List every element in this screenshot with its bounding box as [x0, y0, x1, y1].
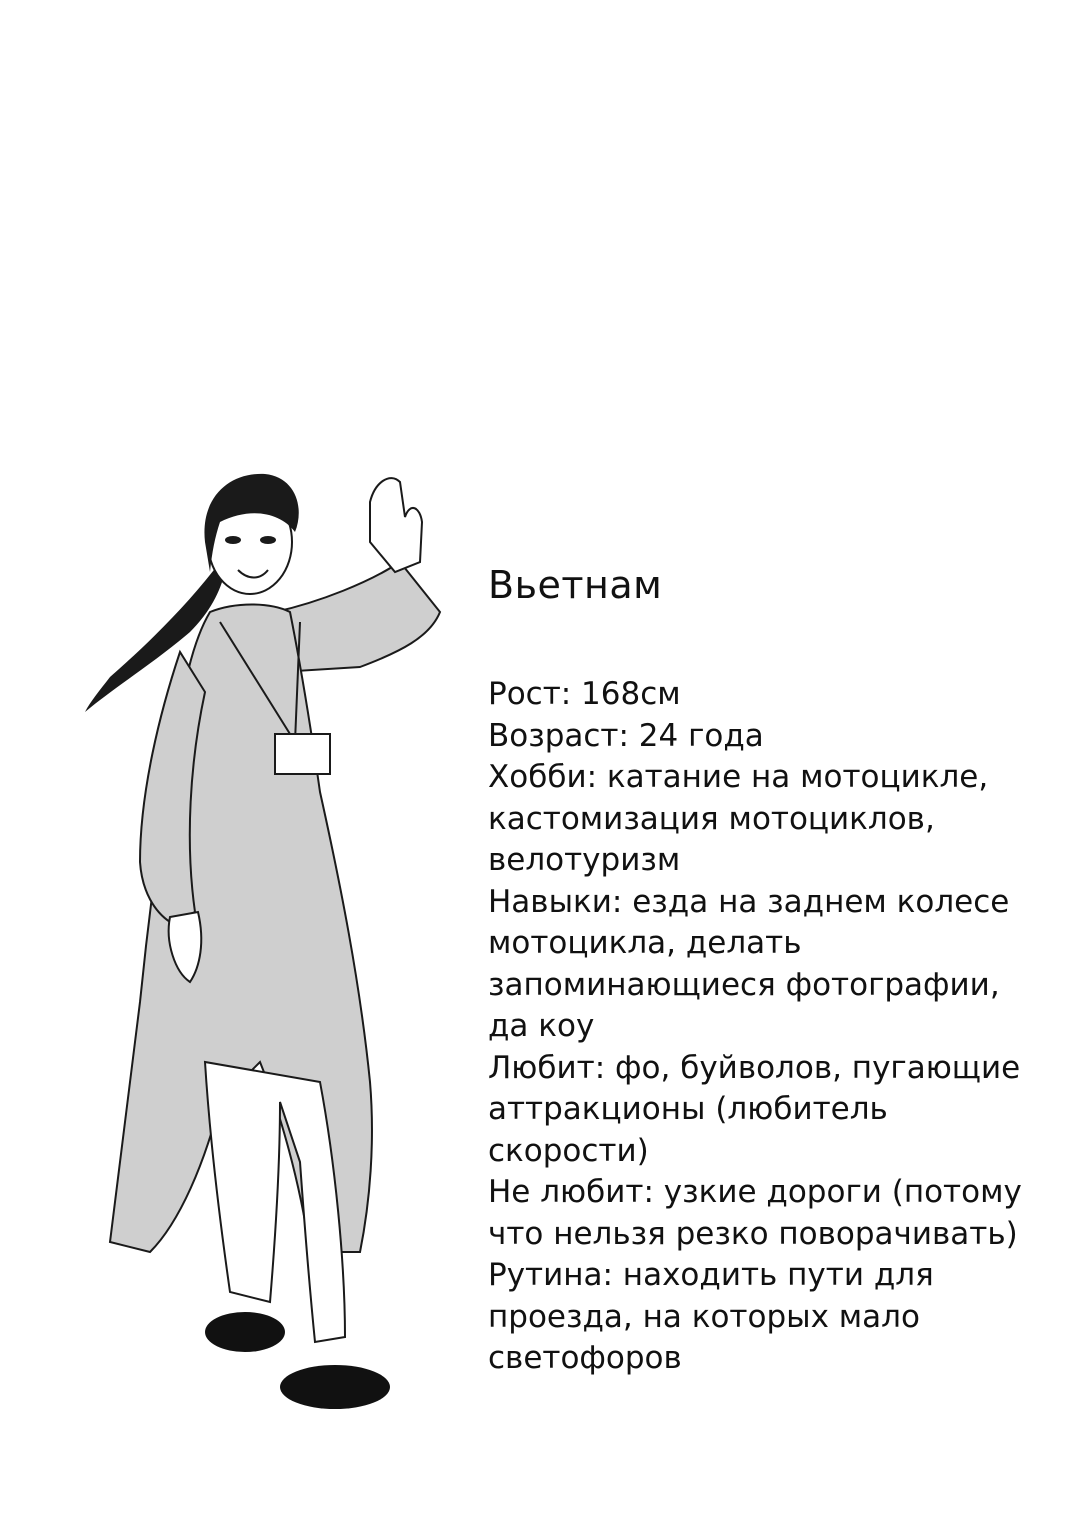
- left-shoe: [205, 1312, 285, 1352]
- profile-line-dislikes: Не любит: узкие дороги (потому: [488, 1174, 1022, 1210]
- left-eye: [225, 536, 241, 544]
- pants: [205, 1062, 345, 1342]
- profile-line-skills-cont-3: да коу: [488, 1008, 595, 1044]
- profile-line-likes: Любит: фо, буйволов, пугающие: [488, 1049, 1021, 1086]
- character-illustration: [70, 462, 460, 1437]
- raised-arm: [275, 562, 440, 672]
- profile-line-dislikes-cont: что нельзя резко поворачивать): [488, 1215, 1018, 1252]
- profile-line-age: Возраст: 24 года: [488, 717, 764, 754]
- character-name: Вьетнам: [488, 563, 663, 607]
- profile-line-likes-cont-1: аттракционы (любитель: [488, 1091, 888, 1127]
- profile-line-likes-cont-2: скорости): [488, 1132, 649, 1169]
- v-sign-hand: [370, 478, 422, 572]
- profile-line-routine: Рутина: находить пути для: [488, 1257, 934, 1293]
- profile-line-hobbies: Хобби: катание на мотоцикле,: [488, 759, 989, 795]
- character-profile: [488, 560, 1058, 1380]
- profile-line-routine-cont-2: светофоров: [488, 1340, 682, 1376]
- profile-line-skills-cont-2: запоминающиеся фотографии,: [488, 966, 1000, 1003]
- profile-line-hobbies-cont-1: кастомизация мотоциклов,: [488, 800, 935, 837]
- profile-line-hobbies-cont-2: велотуризм: [488, 842, 681, 878]
- id-badge: [275, 734, 330, 774]
- right-shoe: [280, 1365, 390, 1409]
- profile-line-skills: Навыки: езда на заднем колесе: [488, 883, 1010, 920]
- profile-line-height: Рост: 168см: [488, 676, 681, 712]
- profile-line-skills-cont-1: мотоцикла, делать: [488, 925, 802, 961]
- profile-line-routine-cont-1: проезда, на которых мало: [488, 1298, 920, 1335]
- right-eye: [260, 536, 276, 544]
